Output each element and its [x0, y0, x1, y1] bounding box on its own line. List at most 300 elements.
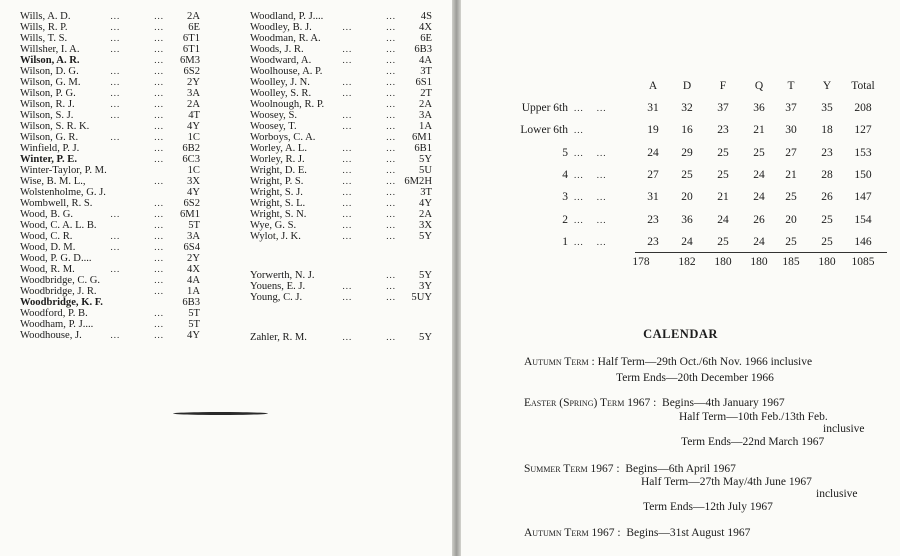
easter-1967-inclusive: inclusive [823, 423, 865, 435]
easter-1967-line-1: Easter (Spring) Term 1967 : Begins—4th January 1967 [524, 397, 785, 409]
table-cell: 18 [821, 124, 833, 137]
pupil-name: Wylot, J. K. [250, 231, 301, 242]
form-code: 1C [187, 165, 200, 176]
form-code: 6E [188, 22, 200, 33]
total-cell: 1085 [851, 256, 875, 268]
table-cell: 31 [647, 102, 659, 114]
form-code: 5T [188, 220, 200, 231]
pupil-name: Wood, C. R. [20, 231, 73, 242]
form-code: 4Y [187, 121, 200, 132]
name-list-column-2-y-names [250, 270, 432, 303]
column-header: A [648, 80, 658, 92]
table-cell: 28 [821, 168, 833, 181]
table-cell: 27 [647, 168, 659, 181]
pupil-name: Woolhouse, A. P. [250, 66, 323, 77]
leader-dots: ... ... [342, 209, 396, 219]
form-code: 4A [187, 275, 200, 286]
list-item [20, 242, 200, 253]
autumn-1966-line-1: Autumn Term : Half Term—29th Oct./6th Nov. 1966 inclusive [524, 356, 813, 368]
leader-dots: ... ... [110, 231, 164, 241]
leader-dots: ... ... [342, 231, 396, 241]
pupil-name: Woodbridge, C. G. [20, 275, 101, 286]
table-cell: 25 [717, 146, 729, 159]
leader-dots: ... ... [342, 165, 396, 175]
list-item [20, 88, 200, 99]
pupil-name: Woodham, P. J.... [20, 319, 94, 330]
table-cell: 35 [821, 102, 833, 114]
easter-1967-term-label: Easter (Spring) Term 1967 [524, 397, 651, 409]
form-code: 4S [420, 11, 432, 22]
leader-dots: ... [386, 270, 396, 280]
list-item [20, 22, 200, 33]
form-code: 1C [187, 132, 200, 143]
form-code: 2A [419, 209, 432, 220]
leader-dots: ... ... [574, 192, 607, 203]
table-cell: 20 [785, 213, 797, 226]
leader-dots: ... [386, 99, 396, 109]
list-item [20, 330, 200, 341]
column-header: F [719, 80, 727, 92]
leader-dots: ... [386, 33, 396, 43]
leader-dots: ... ... [342, 281, 396, 291]
pupil-name: Wye, G. S. [250, 220, 297, 231]
form-code: 6C3 [182, 154, 200, 165]
table-cell: 24 [717, 213, 729, 226]
summer-1967-term-ends: Term Ends—12th July 1967 [643, 501, 773, 513]
list-item [250, 77, 432, 88]
leader-dots: ... [154, 198, 164, 208]
form-code: 4A [419, 55, 432, 66]
form-code: 6S2 [183, 66, 200, 77]
leader-dots: ... ... [110, 11, 164, 21]
table-cell: 26 [753, 213, 765, 226]
pupil-name: Woods, J. R. [250, 44, 304, 55]
leader-dots: ... ... [110, 66, 164, 76]
leader-dots: ... [386, 66, 396, 76]
total-cell: 180 [750, 256, 768, 268]
leader-dots: ... [154, 55, 164, 65]
form-code: 5Y [419, 231, 432, 242]
list-item [250, 198, 432, 209]
list-item [20, 198, 200, 209]
list-item [250, 44, 432, 55]
pupil-name: Woolley, S. R. [250, 88, 312, 99]
list-item [250, 332, 432, 343]
list-item [250, 66, 432, 77]
leader-dots: ... ... [110, 33, 164, 43]
form-code: 6E [420, 33, 432, 44]
list-item [250, 220, 432, 231]
table-cell: 21 [717, 191, 729, 204]
form-code: 2A [187, 99, 200, 110]
leader-dots: ... [154, 176, 164, 186]
form-code: 6M2H [404, 176, 432, 187]
table-cell: 20 [681, 191, 693, 204]
form-code: 3X [419, 220, 432, 231]
list-item [20, 264, 200, 275]
list-item [250, 176, 432, 187]
form-code: 3T [420, 187, 432, 198]
table-cell: 25 [717, 168, 729, 181]
list-item [20, 33, 200, 44]
list-item [250, 11, 432, 22]
pupil-name: Winter, P. E. [20, 154, 78, 165]
table-cell: 31 [647, 191, 659, 204]
name-list-column-1 [20, 11, 200, 341]
leader-dots: ... ... [110, 242, 164, 252]
form-code: 3A [187, 231, 200, 242]
pupil-name: Wilson, S. J. [20, 110, 74, 121]
list-item [20, 154, 200, 165]
table-cell: 23 [717, 124, 729, 137]
table-cell: 32 [681, 102, 693, 114]
list-item [20, 220, 200, 231]
table-cell: 26 [821, 191, 833, 204]
pupil-name: Youens, E. J. [250, 281, 306, 292]
pupil-name: Wright, P. S. [250, 176, 304, 187]
list-item [250, 270, 432, 281]
list-item [250, 143, 432, 154]
calendar-title: CALENDAR [643, 327, 718, 341]
list-item [20, 165, 200, 176]
pupil-name: Woosey, S. [250, 110, 298, 121]
leader-dots: ... ... [110, 209, 164, 219]
leader-dots: ... ... [342, 187, 396, 197]
form-code: 4Y [187, 330, 200, 341]
leader-dots: ... [154, 143, 164, 153]
leader-dots: ... ... [342, 154, 396, 164]
form-code: 1A [419, 121, 432, 132]
form-code: 4X [187, 264, 200, 275]
pupil-name: Wilson, G. R. [20, 132, 79, 143]
table-cell: 208 [854, 102, 872, 114]
form-code: 2A [187, 11, 200, 22]
table-cell: 154 [854, 213, 872, 226]
form-code: 2T [420, 88, 432, 99]
list-item [250, 154, 432, 165]
list-item [20, 308, 200, 319]
pupil-name: Wise, B. M. L., [20, 176, 86, 187]
list-item [20, 297, 200, 308]
leader-dots: ... ... [342, 143, 396, 153]
total-cell: 180 [714, 256, 732, 268]
list-item [250, 99, 432, 110]
form-code: 6B2 [182, 143, 200, 154]
total-cell: 182 [678, 256, 696, 268]
list-item [250, 22, 432, 33]
pupil-name: Wilson, G. M. [20, 77, 81, 88]
pupil-name: Zahler, R. M. [250, 332, 307, 343]
leader-dots: ... [154, 286, 164, 296]
book-gutter [452, 0, 461, 556]
leader-dots: ... [154, 154, 164, 164]
easter-1967-half-term: Half Term—10th Feb./13th Feb. [679, 411, 828, 423]
leader-dots: ... ... [110, 110, 164, 120]
list-item [20, 143, 200, 154]
form-code: 5U [419, 165, 432, 176]
list-item [250, 110, 432, 121]
pupil-name: Wright, D. E. [250, 165, 307, 176]
pupil-name: Woodbridge, J. R. [20, 286, 97, 297]
leader-dots: ... ... [342, 176, 396, 186]
form-code: 4Y [187, 187, 200, 198]
pupil-name: Woodbridge, K. F. [20, 297, 103, 308]
row-label: 5 [562, 146, 568, 159]
list-item [20, 121, 200, 132]
leader-dots: ... ... [342, 44, 396, 54]
form-code: 2Y [187, 77, 200, 88]
list-item [250, 33, 432, 44]
leader-dots: ... [154, 220, 164, 230]
list-item [20, 99, 200, 110]
row-label: 2 [562, 213, 568, 226]
table-cell: 27 [785, 146, 797, 159]
pupil-name: Woolley, J. N. [250, 77, 310, 88]
form-code: 3A [419, 110, 432, 121]
form-code: 6M1 [411, 132, 432, 143]
list-item [250, 132, 432, 143]
table-cell: 25 [821, 235, 833, 248]
pupil-name: Wilson, P. G. [20, 88, 76, 99]
leader-dots: ... ... [574, 147, 607, 158]
list-item [20, 44, 200, 55]
form-code: 4T [188, 110, 200, 121]
form-code: 5Y [419, 332, 432, 343]
summer-1967-half-term: Half Term—27th May/4th June 1967 [641, 476, 812, 488]
leader-dots: ... [154, 308, 164, 318]
pupil-name: Woosey, T. [250, 121, 297, 132]
autumn-1966-term-ends: Term Ends—20th December 1966 [616, 372, 774, 384]
list-item [20, 11, 200, 22]
row-label: Upper 6th [521, 102, 568, 114]
list-item [20, 231, 200, 242]
total-cell: 180 [818, 256, 836, 268]
list-item [250, 231, 432, 242]
list-item [20, 187, 200, 198]
summer-1967-begins: Begins—6th April 1967 [625, 463, 736, 475]
form-code: 3Y [419, 281, 432, 292]
column-header: D [682, 80, 692, 92]
pupil-name: Woodland, P. J.... [250, 11, 324, 22]
pupil-name: Wilson, D. G. [20, 66, 79, 77]
list-item [250, 55, 432, 66]
list-item [20, 110, 200, 121]
pupil-name: Wood, D. M. [20, 242, 76, 253]
form-code: 5Y [419, 154, 432, 165]
list-item [20, 253, 200, 264]
leader-dots: ... [154, 319, 164, 329]
autumn-1967-term-label: Autumn Term 1967 [524, 527, 615, 539]
table-cell: 25 [681, 168, 693, 181]
table-cell: 36 [681, 213, 693, 226]
list-item [20, 286, 200, 297]
pupil-name: Wilson, A. R. [20, 55, 80, 66]
leader-dots: ... ... [110, 22, 164, 32]
leader-dots: ... [154, 275, 164, 285]
column-header: Q [754, 80, 764, 92]
name-list-column-2 [250, 11, 432, 242]
pupil-name: Yorwerth, N. J. [250, 270, 315, 281]
table-cell: 16 [681, 124, 693, 137]
list-item [20, 176, 200, 187]
table-total-rule [635, 252, 887, 253]
table-cell: 29 [681, 146, 693, 159]
row-label: Lower 6th [520, 124, 568, 137]
form-code: 4Y [419, 198, 432, 209]
leader-dots: ... ... [110, 88, 164, 98]
table-cell: 153 [854, 146, 872, 159]
list-item [20, 55, 200, 66]
autumn-1966-term-label: Autumn Term [524, 356, 589, 368]
pupil-name: Wood, R. M. [20, 264, 75, 275]
list-item [250, 292, 432, 303]
leader-dots: ... ... [574, 169, 607, 180]
column-header: T [787, 80, 795, 92]
form-code: 6M3 [179, 55, 200, 66]
leader-dots: ... ... [342, 220, 396, 230]
list-item [20, 275, 200, 286]
leader-dots: ... ... [342, 198, 396, 208]
pupil-name: Wilson, S. R. K. [20, 121, 90, 132]
table-cell: 37 [717, 102, 729, 114]
pupil-name: Wood, C. A. L. B. [20, 220, 97, 231]
leader-dots: ... ... [110, 330, 164, 340]
pupil-name: Wood, P. G. D.... [20, 253, 92, 264]
leader-dots: ... [154, 253, 164, 263]
list-item [250, 88, 432, 99]
form-code: 3T [420, 66, 432, 77]
pupil-name: Woodford, P. B. [20, 308, 88, 319]
leader-dots: ... ... [110, 132, 164, 142]
pupil-name: Woodley, B. J. [250, 22, 312, 33]
summer-1967-line-1: Summer Term 1967 : Begins—6th April 1967 [524, 463, 736, 475]
table-cell: 30 [785, 124, 797, 137]
pupil-name: Wright, S. N. [250, 209, 307, 220]
table-cell: 146 [854, 235, 872, 248]
form-code: 6B3 [182, 297, 200, 308]
table-cell: 23 [821, 146, 833, 159]
row-label: 4 [562, 168, 568, 181]
table-cell: 19 [647, 124, 659, 137]
table-cell: 25 [785, 235, 797, 248]
list-item [20, 77, 200, 88]
row-label: 3 [562, 191, 568, 204]
total-cell: 178 [632, 256, 650, 268]
pupil-name: Worboys, C. A. [250, 132, 316, 143]
form-code: 3X [187, 176, 200, 187]
table-cell: 24 [753, 191, 765, 204]
pupil-name: Worley, R. J. [250, 154, 305, 165]
table-cell: 150 [854, 168, 872, 181]
pupil-name: Woodman, R. A. [250, 33, 321, 44]
leader-dots: ... [386, 11, 396, 21]
pupil-name: Young, C. J. [250, 292, 303, 303]
decorative-rule [173, 412, 268, 415]
pupil-name: Willsher, I. A. [20, 44, 80, 55]
leader-dots: ... ... [342, 292, 396, 302]
leader-dots: ... ... [574, 103, 607, 113]
table-cell: 23 [647, 213, 659, 226]
pupil-name: Worley, A. L. [250, 143, 308, 154]
pupil-name: Wills, T. S. [20, 33, 68, 44]
leader-dots: ... ... [342, 110, 396, 120]
list-item [20, 209, 200, 220]
autumn-1966-half-term: Half Term—29th Oct./6th Nov. 1966 inclusive [597, 356, 813, 368]
autumn-1967-line-1: Autumn Term 1967 : Begins—31st August 1967 [524, 527, 751, 539]
table-cell: 36 [753, 102, 765, 114]
table-cell: 25 [821, 213, 833, 226]
list-item [250, 121, 432, 132]
form-code: 2A [419, 99, 432, 110]
leader-dots: ... ... [574, 236, 607, 247]
form-code: 5UY [411, 292, 432, 303]
leader-dots: ... ... [110, 264, 164, 274]
form-code: 5Y [419, 270, 432, 281]
list-item [20, 132, 200, 143]
leader-dots: ... ... [110, 44, 164, 54]
summer-1967-inclusive: inclusive [816, 488, 858, 500]
form-code: 6S2 [183, 198, 200, 209]
table-cell: 24 [753, 235, 765, 248]
leader-dots: ... ... [342, 332, 396, 342]
list-item [250, 281, 432, 292]
column-header: Total [851, 80, 875, 92]
summer-1967-term-label: Summer Term 1967 [524, 463, 614, 475]
form-code: 6T1 [182, 44, 200, 55]
form-code: 5T [188, 308, 200, 319]
form-code: 6T1 [182, 33, 200, 44]
list-item [20, 66, 200, 77]
pupil-name: Woodhouse, J. [20, 330, 82, 341]
leader-dots: ... ... [574, 214, 607, 225]
table-cell: 25 [785, 191, 797, 204]
form-code: 5T [188, 319, 200, 330]
pupil-name: Winfield, P. J. [20, 143, 80, 154]
pupil-name: Wombwell, R. S. [20, 198, 93, 209]
pupil-name: Wilson, R. J. [20, 99, 75, 110]
leader-dots: ... ... [342, 121, 396, 131]
form-code: 2Y [187, 253, 200, 264]
table-cell: 25 [717, 235, 729, 248]
pupil-name: Wright, S. J. [250, 187, 303, 198]
leader-dots: ... ... [110, 77, 164, 87]
list-item [250, 165, 432, 176]
list-item [250, 187, 432, 198]
table-cell: 147 [854, 191, 872, 204]
list-item [20, 319, 200, 330]
pupil-name: Wolstenholme, G. J. [20, 187, 106, 198]
autumn-1967-begins: Begins—31st August 1967 [626, 527, 751, 539]
form-code: 4X [419, 22, 432, 33]
easter-1967-begins: Begins—4th January 1967 [662, 397, 785, 409]
pupil-name: Wills, R. P. [20, 22, 68, 33]
total-cell: 185 [782, 256, 800, 268]
right-page [461, 0, 900, 556]
form-code: 6B3 [414, 44, 432, 55]
table-cell: 25 [753, 146, 765, 159]
table-cell: 24 [753, 168, 765, 181]
table-cell: 24 [681, 235, 693, 248]
pupil-name: Wills, A. D. [20, 11, 71, 22]
leader-dots: ... ... [342, 55, 396, 65]
table-cell: 24 [647, 146, 659, 159]
pupil-name: Wood, B. G. [20, 209, 73, 220]
form-code: 6S1 [415, 77, 432, 88]
list-item [250, 209, 432, 220]
leader-dots: ... ... [342, 77, 396, 87]
table-cell: 21 [753, 124, 765, 137]
table-cell: 21 [785, 168, 797, 181]
